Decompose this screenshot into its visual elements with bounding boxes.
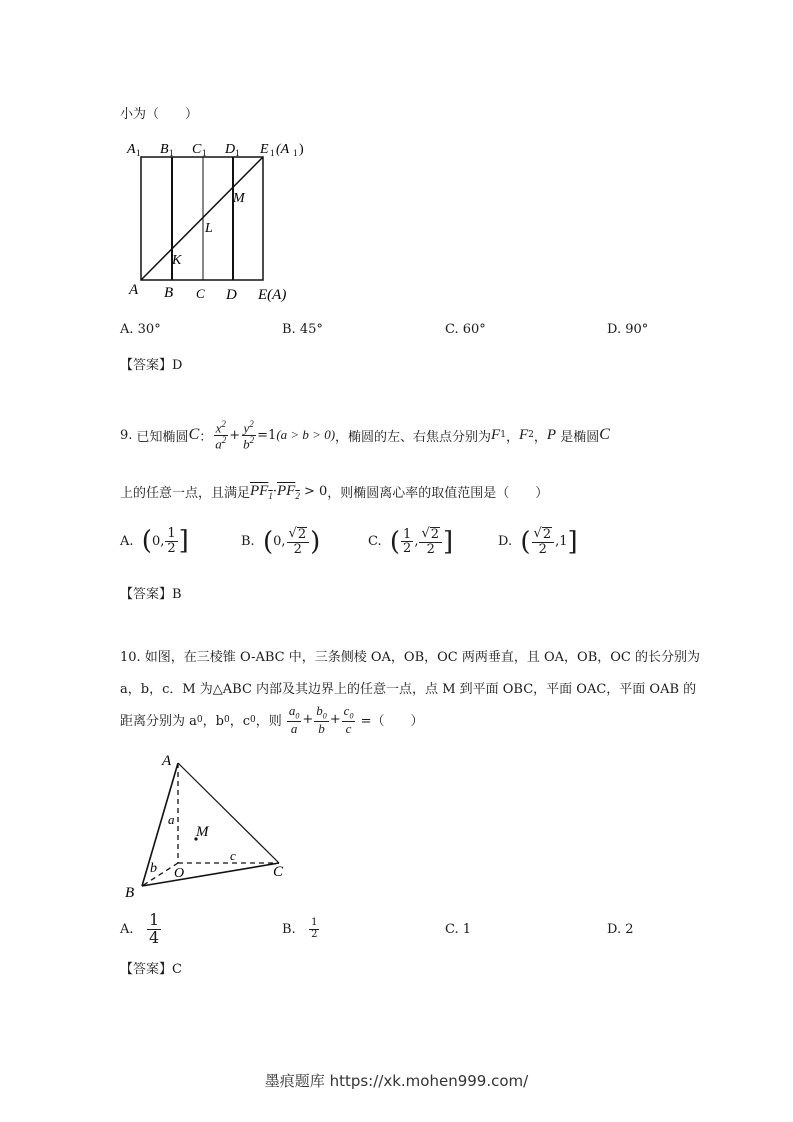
q10-option-a: A. $\frac{1}{4}$ [120, 910, 160, 947]
footer-watermark: 墨痕题库 https://xk.mohen999.com/ [264, 1072, 529, 1090]
q8-option-b: B. 45° [282, 322, 323, 337]
q10-tetrahedron-figure [120, 750, 300, 900]
label-d: D [226, 287, 237, 303]
label-a: A [129, 282, 139, 298]
comma-2: ， [533, 429, 547, 445]
label-d1-sub: 1 [235, 148, 240, 158]
q9-option-a: A. ( 0, $\frac{1}{2}$ ] [120, 526, 189, 557]
label-c1-sub: 1 [202, 148, 207, 158]
label-c1: C [192, 142, 202, 157]
label-e1-paren-close: ) [299, 142, 304, 157]
q8-answer: 【答案】D [120, 358, 183, 373]
q9-line2 [120, 482, 548, 501]
label-b1: B [160, 142, 169, 157]
sub-2: 2 [528, 430, 534, 441]
dot-product: · [272, 484, 277, 499]
label-a: A [162, 753, 172, 769]
label-m: M [233, 191, 245, 206]
q10-line2: a，b，c．M 为△ABC 内部及其边界上的任意一点，点 M 到平面 OBC，平面 OAC，平面 OAB 的 [120, 682, 697, 697]
var-a: a [215, 436, 222, 452]
vector-pf2: $PF_2$ [276, 482, 300, 501]
label-b: B [164, 285, 174, 301]
label-d1: D [225, 142, 236, 157]
q10-option-d: D. 2 [607, 922, 634, 937]
label-e1-paren-sub: 1 [293, 148, 298, 158]
comma: ， [505, 429, 519, 445]
label-e1: E [260, 142, 269, 157]
q9-line1: 9. 已知椭圆 C ： $\frac{x^2}{a^2}$ + $\frac{y^2}{b^2}$ =1 (a > b > 0) ，椭圆的左、右焦点分别为 F 1 ， F 2 ， P 是椭圆 C [120, 419, 610, 452]
frac-y2-b2: $\frac{y^2}{b^2}$ [243, 419, 255, 452]
label-e1-paren: (A [276, 142, 290, 157]
q10-line3: 距离分别为 a 0 ，b 0 ，c 0 ，则 $\frac{a_0}{a}$ + $\frac{b_0}{b}$ + $\frac{c_0}{c}$ =（ ） [120, 703, 424, 736]
q10-line1: 10. 如图，在三棱锥 O-ABC 中，三条侧棱 OA，OB，OC 两两垂直，且 OA，OB，OC 的长分别为 [120, 650, 700, 665]
sub-1: 1 [500, 430, 506, 441]
ellipse-c: C [188, 426, 200, 444]
eq-one: =1 [257, 427, 277, 443]
condition: (a > b > 0) [276, 427, 336, 443]
q10-option-c: C. 1 [445, 922, 472, 937]
label-c-edge: c [230, 848, 236, 863]
colon: ： [199, 429, 213, 445]
focus-f2: F [518, 426, 529, 443]
label-b: B [125, 885, 135, 900]
label-l: L [205, 221, 213, 236]
q9-option-d: D. ( √ 2 2 ,1 ] [498, 526, 578, 557]
q9-number: 9. [120, 427, 133, 443]
var-x: x [215, 420, 222, 436]
q8-option-d: D. 90° [607, 322, 649, 337]
label-c: C [273, 864, 284, 880]
label-a-edge: a [168, 812, 175, 827]
var-b: b [243, 436, 250, 452]
label-m: M [196, 824, 209, 840]
label-e-a: E(A) [258, 287, 287, 303]
q8-stem-tail: 小为（ ） [120, 107, 199, 122]
var-y: y [243, 420, 250, 436]
label-k: K [172, 253, 182, 268]
q9-text-4: 上的任意一点，且满足 [120, 486, 251, 501]
ellipse-c-2: C [599, 426, 610, 444]
q9-text-1: 已知椭圆 [136, 429, 189, 445]
label-b-edge: b [150, 861, 157, 876]
label-a1-sub: 1 [136, 148, 141, 158]
label-b1-sub: 1 [169, 148, 174, 158]
label-c: C [196, 286, 205, 301]
frac-x2-a2: $\frac{x^2}{a^2}$ [215, 419, 227, 452]
q8-option-c: C. 60° [445, 322, 486, 337]
q9-option-c: C. ( $\frac{1}{2}$ , √ 2 2 ] [368, 526, 454, 557]
label-e1-sub: 1 [270, 148, 275, 158]
vector-pf1: $PF_1$ [250, 482, 273, 501]
point-p: P [546, 426, 557, 443]
q9-answer: 【答案】B [120, 587, 182, 602]
q8-figure [120, 132, 320, 312]
q9-option-b: B. ( 0, √ 2 2 ) [241, 526, 321, 557]
q8-option-a: A. 30° [120, 322, 161, 337]
q9-text-2: ，椭圆的左、右焦点分别为 [335, 429, 492, 445]
focus-f1: F [491, 426, 501, 443]
label-o: O [174, 866, 185, 881]
q9-text-3: 是椭圆 [560, 429, 600, 445]
diagonal-ae1 [141, 157, 263, 280]
gt-zero: > 0 [303, 484, 328, 499]
q9-text-5: ，则椭圆离心率的取值范围是（ ） [327, 486, 549, 501]
label-a1: A [127, 142, 136, 157]
q10-option-b: B. $\frac{1}{2}$ [282, 917, 318, 940]
q10-answer: 【答案】C [120, 962, 182, 977]
